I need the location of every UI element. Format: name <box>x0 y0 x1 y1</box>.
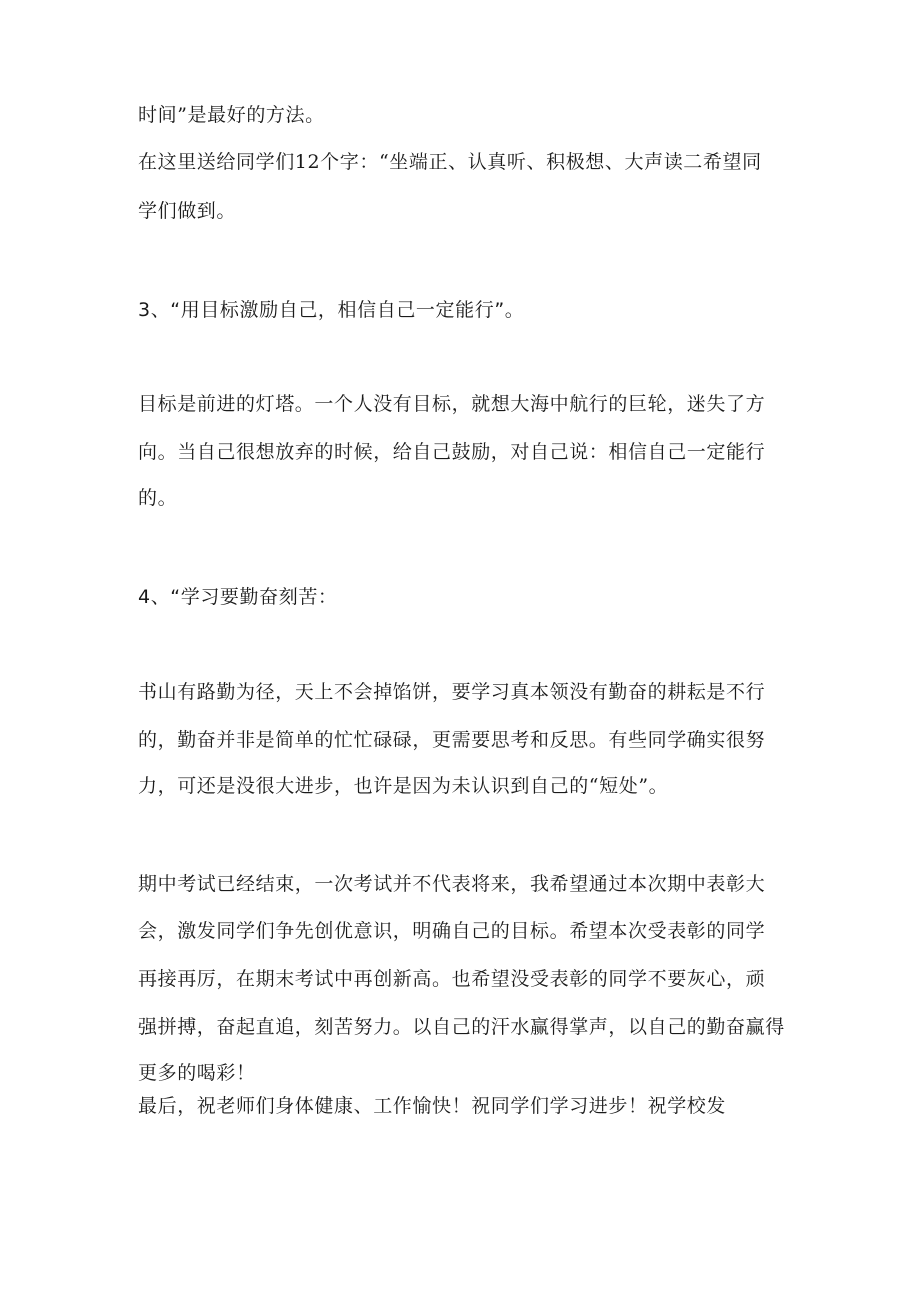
paragraph-line: 书山有路勤为径，天上不会掉馅饼，要学习真本领没有勤奋的耕耘是不行 <box>138 681 766 703</box>
section-heading-3: 3、“用目标激励自己，相信自己一定能行”。 <box>138 299 525 321</box>
paragraph-line: 再接再厉，在期末考试中再创新高。也希望没受表彰的同学不要灰心，顽 <box>138 968 766 990</box>
paragraph-line: 在这里送给同学们12个字：“坐端正、认真听、积极想、大声读二希望同 <box>138 151 762 173</box>
paragraph-line: 的，勤奋并非是简单的忙忙碌碌，更需要思考和反思。有些同学确实很努 <box>138 729 766 751</box>
paragraph-line: 目标是前进的灯塔。一个人没有目标，就想大海中航行的巨轮，迷失了方 <box>138 393 766 415</box>
paragraph-line: 力，可还是没很大进步，也许是因为未认识到自己的“短处”。 <box>138 775 669 797</box>
paragraph-line: 的。 <box>138 487 178 509</box>
paragraph-line: 时间”是最好的方法。 <box>138 104 325 126</box>
section-heading-4: 4、“学习要勤奋刻苦： <box>138 586 338 608</box>
paragraph-line: 期中考试已经结束，一次考试并不代表将来，我希望通过本次期中表彰大 <box>138 873 766 895</box>
paragraph-line: 强拼搏，奋起直追，刻苦努力。以自己的汗水赢得掌声，以自己的勤奋赢得 <box>138 1016 785 1038</box>
paragraph-line: 会，激发同学们争先创优意识，明确自己的目标。希望本次受表彰的同学 <box>138 920 766 942</box>
paragraph-line: 更多的喝彩！ <box>138 1062 256 1084</box>
paragraph-line: 学们做到。 <box>138 200 237 222</box>
paragraph-line: 最后，祝老师们身体健康、工作愉快！祝同学们学习进步！祝学校发 <box>138 1095 727 1117</box>
paragraph-line: 向。当自己很想放弃的时候，给自己鼓励，对自己说：相信自己一定能行 <box>138 441 766 463</box>
